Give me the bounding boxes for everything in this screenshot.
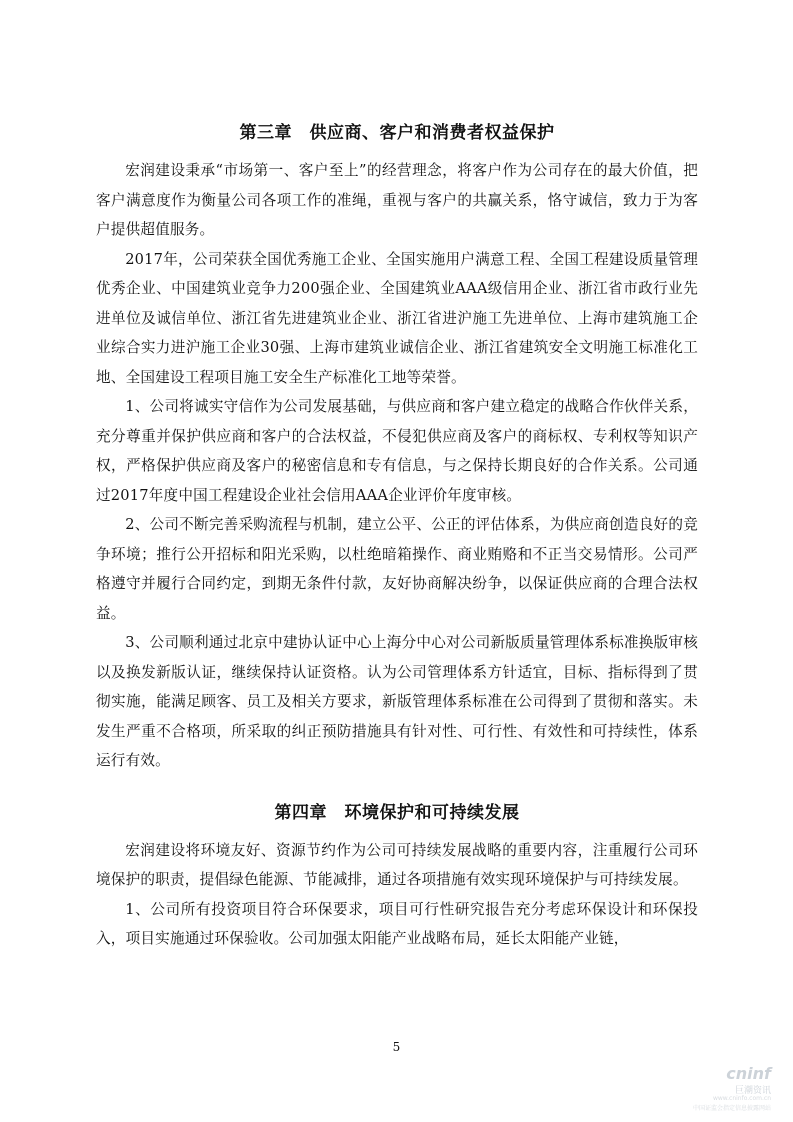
watermark-logo: cninf — [726, 1064, 771, 1083]
watermark-url: www.cninfo.com.cn — [712, 1095, 771, 1102]
chapter-3-paragraph-4: 2、公司不断完善采购流程与机制，建立公平、公正的评估体系，为供应商创造良好的竞争环境；推行公开招标和阳光采购，以杜绝暗箱操作、商业贿赂和不正当交易情形。公司严格遵守并履行合同约定，到期无条件付款，友好协商解决纷争，以保证供应商的合理合法权益。 — [96, 516, 698, 622]
watermark-subtitle: 巨潮资讯 — [734, 1086, 771, 1096]
chapter-3-paragraph-5: 3、公司顺利通过北京中建协认证中心上海分中心对公司新版质量管理体系标准换版审核以及换发新版认证，继续保持认证资格。认为公司管理体系方针适宜，目标、指标得到了贯彻实施，能满足顾客、员工及相关方要求，新版管理体系标准在公司得到了贯彻和落实。未发生严重不合格项，所采取的纠正预防措施具有针对性、可行性、有效性和可持续性，体系运行有效。 — [96, 634, 698, 769]
watermark-caption: 中国证监会指定信息披露网站 — [692, 1105, 771, 1112]
chapter-3-paragraph-3: 1、公司将诚实守信作为公司发展基础，与供应商和客户建立稳定的战略合作伙伴关系，充分尊重并保护供应商和客户的合法权益，不侵犯供应商及客户的商标权、专利权等知识产权，严格保护供应商及客户的秘密信息和专有信息，与之保持长期良好的合作关系。公司通过2017年度中国工程建设企业社会信用AAA企业评价年度审核。 — [96, 398, 698, 504]
document-page — [96, 118, 698, 954]
page-number: 5 — [392, 1040, 401, 1054]
chapter-3-paragraph-2: 2017年，公司荣获全国优秀施工企业、全国实施用户满意工程、全国工程建设质量管理优秀企业、中国建筑业竞争力200强企业、全国建筑业AAA级信用企业、浙江省市政行业先进单位及诚信单位、浙江省先进建筑业企业、浙江省进沪施工先进单位、上海市建筑施工企业综合实力进沪施工企业30强、上海市建筑业诚信企业、浙江省建筑安全文明施工标准化工地、全国建设工程项目施工安全生产标准化工地等荣誉。 — [96, 250, 698, 386]
chapter-4-paragraph-2: 1、公司所有投资项目符合环保要求，项目可行性研究报告充分考虑环保设计和环保投入，项目实施通过环保验收。公司加强太阳能产业战略布局，延长太阳能产业链， — [96, 900, 698, 947]
chapter-3-paragraph-1: 宏润建设秉承“市场第一、客户至上”的经营理念，将客户作为公司存在的最大价值，把客户满意度作为衡量公司各项工作的准绳，重视与客户的共赢关系，恪守诚信，致力于为客户提供超值服务。 — [96, 162, 698, 238]
chapter-4-title: 第四章 环境保护和可持续发展 — [274, 802, 520, 823]
chapter-4-paragraph-1: 宏润建设将环境友好、资源节约作为公司可持续发展战略的重要内容，注重履行公司环境保护的职责，提倡绿色能源、节能减排，通过各项措施有效实现环境保护与可持续发展。 — [96, 841, 698, 888]
chapter-3-title: 第三章 供应商、客户和消费者权益保护 — [239, 123, 555, 143]
cninfo-watermark — [651, 1064, 771, 1114]
